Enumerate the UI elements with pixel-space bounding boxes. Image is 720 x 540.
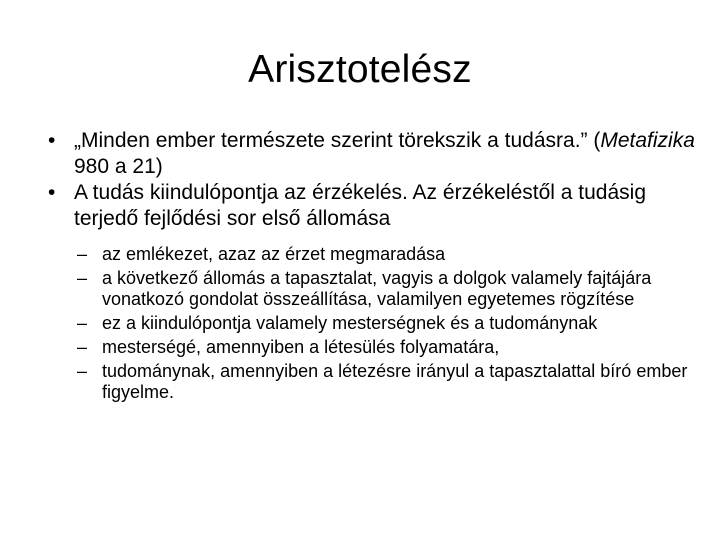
bullet-text: A tudás kiindulópontja az érzékelés. Az érzékeléstől a tudásig terjedő fejlődési sor első állomása (74, 181, 647, 230)
dash-marker: – (77, 361, 88, 381)
subbullet-item (40, 244, 700, 265)
bullet-item (40, 128, 700, 180)
bullet-marker: • (48, 129, 56, 152)
dash-marker: – (77, 268, 88, 288)
subbullet-text: az emlékezet, azaz az érzet megmaradása (102, 244, 446, 264)
subbullet-text: tudománynak, amennyiben a létezésre irányul a tapasztalattal bíró ember figyelme. (102, 361, 688, 402)
slide-title: Arisztotelész (248, 48, 472, 91)
subbullet-item (40, 337, 700, 358)
subbullet-list (40, 244, 700, 403)
subbullet-item (40, 361, 700, 403)
slide-body (40, 128, 700, 406)
bullet-text (74, 129, 695, 178)
dash-marker: – (77, 313, 88, 333)
bullet-marker: • (48, 181, 56, 204)
subbullet-text: a következő állomás a tapasztalat, vagyis a dolgok valamely fajtájára vonatkozó gondolat összeállítása, valamilyen egyetemes rögzítése (102, 268, 652, 309)
quote-text: „Minden ember természete szerint törekszik a tudásra.” ( (74, 129, 601, 152)
bullet-item (40, 180, 700, 232)
dash-marker: – (77, 244, 88, 264)
bullet-list (40, 128, 700, 232)
subbullet-text: ez a kiindulópontja valamely mesterségnek és a tudománynak (102, 313, 598, 333)
dash-marker: – (77, 337, 88, 357)
subbullet-item (40, 268, 700, 310)
subbullet-text: mesterségé, amennyiben a létesülés folyamatára, (102, 337, 500, 357)
citation-text: 980 a 21) (74, 155, 163, 178)
subbullet-item (40, 313, 700, 334)
work-title: Metafizika (600, 129, 695, 152)
